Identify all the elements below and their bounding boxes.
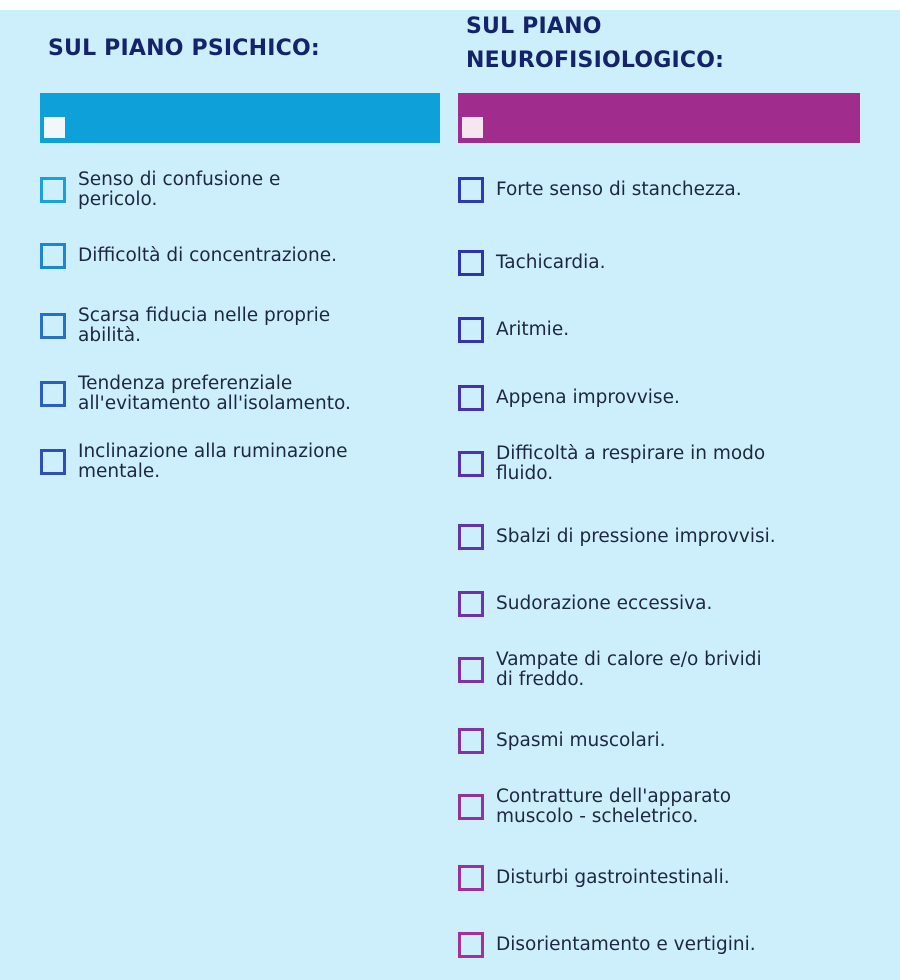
header-bar-psichico [40,93,440,143]
item-label: Spasmi muscolari. [496,730,666,751]
checkbox[interactable] [458,932,484,958]
checkbox[interactable] [458,728,484,754]
checklist-item[interactable] [458,787,731,827]
item-label: Sbalzi di pressione improvvisi. [496,526,776,547]
checklist-item[interactable] [458,317,569,343]
checkbox[interactable] [40,243,66,269]
checkbox[interactable] [458,451,484,477]
checklist-item[interactable] [458,932,756,958]
item-label: Disturbi gastrointestinali. [496,867,730,888]
header-checkbox-neurofisiologico[interactable] [462,117,483,138]
checkbox[interactable] [40,381,66,407]
checklist-item[interactable] [40,374,351,414]
item-label: Aritmie. [496,319,570,340]
item-label: Vampate di calore e/o brividi di freddo. [496,649,762,690]
header-bar-neurofisiologico [458,93,860,143]
checklist-item[interactable] [458,650,762,690]
checklist-panel [0,10,900,980]
checkbox[interactable] [458,657,484,683]
item-label: Sudorazione eccessiva. [496,593,713,614]
checkbox[interactable] [458,385,484,411]
checkbox[interactable] [40,449,66,475]
item-label: Difficoltà di concentrazione. [78,245,337,266]
checklist-item[interactable] [458,385,680,411]
item-label: Scarsa fiducia nelle proprie abilità. [78,305,331,346]
checklist-item[interactable] [458,177,742,203]
item-label: Senso di confusione e pericolo. [78,169,281,210]
item-label: Appena improvvise. [496,387,680,408]
checkbox[interactable] [40,313,66,339]
checklist-item[interactable] [458,250,606,276]
header-checkbox-psichico[interactable] [44,117,65,138]
checklist-item[interactable] [40,243,337,269]
checkbox[interactable] [458,317,484,343]
checkbox[interactable] [458,591,484,617]
checklist-item[interactable] [40,442,348,482]
item-label: Disorientamento e vertigini. [496,934,756,955]
checkbox[interactable] [458,865,484,891]
item-label: Tachicardia. [496,252,606,273]
item-label: Tendenza preferenziale all'evitamento all'isolamento. [78,373,351,414]
checklist-item[interactable] [458,865,730,891]
column-title-psichico: SUL PIANO PSICHICO: [48,36,320,61]
checkbox[interactable] [458,524,484,550]
checklist-item[interactable] [458,444,765,484]
item-label: Contratture dell'apparato muscolo - scheletrico. [496,786,732,827]
checklist-item[interactable] [40,306,330,346]
checklist-item[interactable] [40,170,280,210]
checklist-item[interactable] [458,524,776,550]
item-label: Difficoltà a respirare in modo fluido. [496,443,766,484]
checkbox[interactable] [40,177,66,203]
checklist-item[interactable] [458,591,712,617]
checkbox[interactable] [458,250,484,276]
item-label: Forte senso di stanchezza. [496,179,742,200]
item-label: Inclinazione alla ruminazione mentale. [78,441,348,482]
checkbox[interactable] [458,177,484,203]
checkbox[interactable] [458,794,484,820]
column-title-neurofisiologico: SUL PIANO NEUROFISIOLOGICO: [466,14,725,73]
checklist-item[interactable] [458,728,665,754]
